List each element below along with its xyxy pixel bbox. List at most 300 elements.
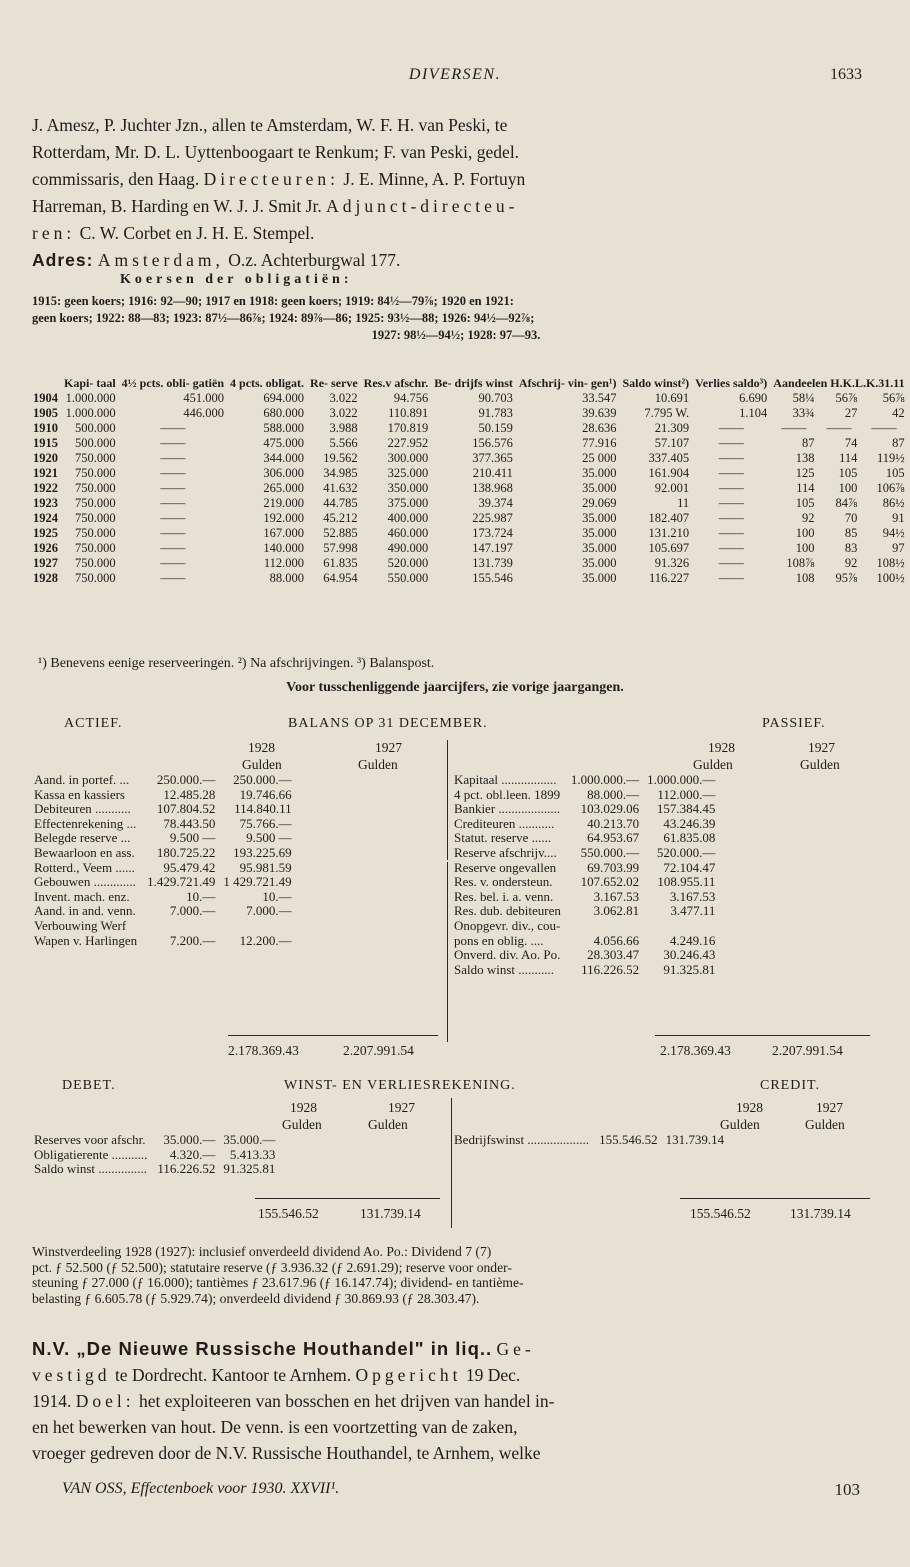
table-cell: —— [718,421,744,435]
table-cell: 182.407 [648,511,690,525]
table-cell: 155.546 [472,571,513,585]
table-cell: 131.210 [648,526,690,540]
table-cell: 105 [795,496,815,510]
value-cell: 116.226.52 [157,1161,216,1177]
table-row [450,890,719,905]
table-cell: 446.000 [183,406,225,420]
table-row [450,948,719,963]
col-header: Aandeelen H.K.L.K.31.11 [773,376,905,390]
row-label: Kassa en kassiers [34,786,125,802]
credit-heading: CREDIT. [760,1078,821,1093]
company-entry [32,1336,882,1466]
table-cell: 83 [844,541,858,555]
table-cell: 35.000 [582,466,617,480]
table-row [30,571,908,586]
winst-heading: WINST- EN VERLIESREKENING. [284,1078,516,1093]
table-cell: 750.000 [75,556,116,570]
table-cell: 3.022 [329,406,358,420]
table-row [30,466,908,481]
value-cell: 193.225.69 [233,844,292,860]
value-cell: 40.213.70 [587,815,640,831]
table-cell: 680.000 [263,406,305,420]
table-cell: 138 [795,451,815,465]
table-cell: 70 [844,511,858,525]
table-cell: 210.411 [472,466,513,480]
footer-page-number: 103 [834,1480,860,1499]
unit-label: Gulden [282,1117,322,1132]
table-cell: 110.891 [388,406,429,420]
table-cell: 1905 [33,406,58,420]
table-cell: 227.952 [387,436,429,450]
history-footnote: ¹) Benevens eenige reserveeringen. ²) Na afschrijvingen. ³) Balanspost. [38,656,435,671]
table-cell: —— [160,466,186,480]
row-label: Aand. in and. venn. [34,903,136,919]
table-cell: 475.000 [263,436,305,450]
value-cell: 1.000.000.— [647,772,716,787]
table-cell: 56⅞ [835,391,858,405]
table-row [30,1148,279,1163]
table-cell: 74 [844,436,858,450]
col-header: Afschrij- vin- gen¹) [518,376,617,390]
col-header: 4½ pcts. obli- gatiën [121,376,225,390]
value-cell: 72.104.47 [663,859,716,875]
balans-total: 2.207.991.54 [343,1043,414,1058]
table-cell: 94.756 [393,391,429,405]
table-cell: 344.000 [263,451,305,465]
table-row [450,861,719,876]
credit-table [450,1133,728,1148]
year-label: 1928 [708,740,735,755]
table-cell: 400.000 [387,511,429,525]
value-cell: 95.479.42 [163,859,216,875]
row-label: 4 pct. obl.leen. 1899 [454,786,561,802]
table-cell: 460.000 [387,526,429,540]
table-cell: 300.000 [387,451,429,465]
value-cell: 30.246.43 [663,947,716,963]
table-cell: 750.000 [75,541,116,555]
table-cell: 5.566 [329,436,358,450]
table-cell: —— [160,451,186,465]
value-cell: 4.056.66 [593,932,640,948]
page-number: 1633 [830,66,862,83]
value-cell [567,919,643,934]
table-cell: 105 [838,466,858,480]
table-cell: 92 [844,556,858,570]
unit-label: Gulden [805,1117,845,1132]
table-cell: 35.000 [582,481,617,495]
table-row [450,817,719,832]
table-cell: —— [160,556,186,570]
company-name: N.V. „De Nieuwe Russische Houthandel" in liq.. [32,1338,493,1359]
value-cell: 3.167.53 [669,888,716,904]
value-cell: 1 429.721.49 [223,874,292,890]
table-cell: —— [160,571,186,585]
year-label: 1927 [816,1100,843,1115]
value-cell: 35.000.— [163,1132,216,1147]
table-cell: 140.000 [263,541,305,555]
row-label: Aand. in portef. ... [34,772,130,787]
table-cell: 520.000 [387,556,429,570]
table-cell: 87 [802,436,815,450]
table-cell: 1922 [33,481,58,495]
table-row [450,788,719,803]
table-cell: 50.159 [478,421,513,435]
table-cell: 10.691 [654,391,690,405]
table-cell: 90.703 [478,391,513,405]
value-cell: 7.000.— [246,903,292,919]
table-cell: 35.000 [582,526,617,540]
table-cell: 25 000 [582,451,617,465]
table-cell: 112.000 [263,556,305,570]
value-cell: 114.840.11 [234,801,292,817]
address-line [32,247,880,274]
company-line: vroeger gedreven door de N.V. Russische Houthandel, te Arnhem, welke [32,1443,541,1463]
row-label: Onverd. div. Ao. Po. [454,947,561,963]
row-label: pons en oblig. .... [454,932,544,948]
value-cell: 10.— [186,888,216,904]
table-cell: 45.212 [323,511,358,525]
table-row [450,773,719,788]
value-cell: 9.500 — [169,830,216,846]
table-cell: 106⅞ [876,481,905,495]
table-cell: 64.954 [323,571,358,585]
table-cell: 116.227 [648,571,690,585]
table-row [30,511,908,526]
row-label: Rotterd., Veem ...... [34,859,135,875]
year-label: 1928 [736,1100,763,1115]
row-label: Wapen v. Harlingen [34,932,138,948]
value-cell: 520.000.— [656,844,716,860]
value-cell: 69.703.99 [587,859,640,875]
adres-label: Adres: [32,250,94,270]
value-cell: 180.725.22 [156,844,216,860]
row-label: Bedrijfswinst ................... [454,1132,590,1147]
balans-total: 2.207.991.54 [772,1043,843,1058]
table-cell: 97 [892,541,905,555]
value-cell: 12.200.— [239,932,292,948]
table-cell: 35.000 [582,556,617,570]
intro-line: Rotterdam, Mr. D. L. Uyttenboogaart te Renkum; F. van Peski, gedel. [32,142,520,162]
table-row [30,391,908,406]
table-cell: 108½ [876,556,905,570]
year-label: 1927 [808,740,835,755]
table-cell: 306.000 [263,466,305,480]
table-cell: —— [718,451,744,465]
year-label: 1928 [290,1100,317,1115]
col-header: Kapi- taal [64,376,116,390]
row-label: Onopgevr. div., cou- [454,917,561,933]
value-cell: 116.226.52 [581,961,640,977]
value-cell: 157.384.45 [656,801,716,817]
table-cell: 11 [677,496,690,510]
row-label: Belegde reserve ... [34,830,131,846]
table-cell: —— [718,511,744,525]
table-cell: 33¾ [792,406,815,420]
table-row [30,934,296,949]
table-row [30,406,908,421]
total-rule [228,1035,438,1036]
table-cell: 1928 [33,571,58,585]
table-row [30,919,296,934]
table-cell: 35.000 [582,511,617,525]
year-label: 1927 [375,740,402,755]
row-label: Statut. reserve ...... [454,830,552,846]
year-label: 1927 [388,1100,415,1115]
table-row [450,875,719,890]
table-cell: 6.690 [739,391,768,405]
row-label: Verbouwing Werf [34,917,127,933]
table-row [30,773,296,788]
table-cell: 92 [802,511,815,525]
adres-street: O.z. Achterburgwal 177. [228,250,401,270]
table-cell: 490.000 [387,541,429,555]
row-label: Saldo winst ........... [454,961,555,977]
table-cell: —— [160,541,186,555]
actief-table [30,773,296,948]
table-cell: 173.724 [472,526,513,540]
table-cell: 750.000 [75,466,116,480]
table-cell: 100½ [876,571,905,585]
value-cell: 35.000.— [223,1132,276,1147]
column-divider [451,1098,452,1228]
table-row [30,875,296,890]
value-cell: 64.953.67 [587,830,640,846]
table-cell: 192.000 [263,511,305,525]
value-cell: 7.200.— [169,932,216,948]
table-cell: 167.000 [263,526,305,540]
table-cell: 1924 [33,511,58,525]
table-cell: 33.547 [582,391,617,405]
value-cell: 19.746.66 [239,786,292,802]
history-table [30,376,908,586]
value-cell: 3.062.81 [593,903,640,919]
value-cell: 155.546.52 [599,1132,658,1147]
value-cell: 88.000.— [587,786,640,802]
table-cell: 1923 [33,496,58,510]
table-cell: —— [160,511,186,525]
table-cell: 337.405 [648,451,690,465]
table-row [450,934,719,949]
table-cell: 350.000 [387,481,429,495]
intro-line: Harreman, B. Harding en W. J. J. Smit Jr. Adjunct-directeu- [32,196,519,216]
table-cell: 1.104 [739,406,768,420]
value-cell: 1.429.721.49 [147,874,216,890]
table-cell: 114 [839,451,858,465]
adres-city: Amsterdam, [97,250,224,270]
table-row [30,451,908,466]
table-cell: 91.783 [478,406,513,420]
table-cell: 95⅞ [835,571,858,585]
table-cell: 21.309 [654,421,690,435]
value-cell: 12.485.28 [163,786,216,802]
table-cell: 1926 [33,541,58,555]
table-cell: 44.785 [323,496,358,510]
table-cell: 1920 [33,451,58,465]
table-cell: —— [160,436,186,450]
table-cell: 100 [795,526,815,540]
col-header: 4 pcts. obligat. [230,376,305,390]
table-row [30,846,296,861]
value-cell: 3.167.53 [593,888,640,904]
value-cell: 75.766.— [239,815,292,831]
balans-heading: BALANS OP 31 DECEMBER. [288,716,488,731]
row-label: Res. bel. i. a. venn. [454,888,554,904]
table-cell: 94½ [882,526,905,540]
value-cell: 7.000.— [169,903,216,919]
directeuren-label: Directeuren: [203,169,340,189]
table-row [30,802,296,817]
table-row [30,1133,279,1148]
unit-label: Gulden [800,757,840,772]
table-cell: 27 [844,406,858,420]
unit-label: Gulden [693,757,733,772]
table-row [30,788,296,803]
col-header: Verlies saldo³) [695,376,768,390]
total-rule [655,1035,870,1036]
table-row [30,904,296,919]
winst-total: 155.546.52 [258,1206,319,1221]
table-row [30,541,908,556]
table-cell: 1910 [33,421,58,435]
table-cell: 750.000 [75,496,116,510]
actief-heading: ACTIEF. [64,716,123,731]
table-cell: 88.000 [269,571,305,585]
table-cell: 52.885 [323,526,358,540]
value-cell: 91.325.81 [663,961,716,977]
table-row [450,831,719,846]
table-cell: —— [718,466,744,480]
table-cell: 119½ [876,451,905,465]
value-cell [643,919,719,934]
row-label: Res. v. ondersteun. [454,874,553,890]
table-cell: 1904 [33,391,58,405]
table-cell: 219.000 [263,496,305,510]
debet-heading: DEBET. [62,1078,116,1093]
table-cell: 170.819 [387,421,429,435]
table-row [30,526,908,541]
table-cell: 1.000.000 [65,391,116,405]
value-cell: 4.320.— [169,1146,216,1162]
row-label: Reserves voor afschr. [34,1132,146,1147]
value-cell: 112.000.— [657,786,716,802]
table-cell: 77.916 [582,436,617,450]
table-row [450,802,719,817]
row-label: Obligatierente ........... [34,1146,148,1162]
table-cell: 57.107 [654,436,690,450]
row-label: Reserve ongevallen [454,859,557,875]
col-header: Saldo winst²) [622,376,690,390]
table-cell: —— [718,556,744,570]
table-cell: 225.987 [472,511,513,525]
table-cell: 1925 [33,526,58,540]
row-label: Gebouwen ............. [34,874,136,890]
table-row [30,817,296,832]
value-cell: 10.— [262,888,292,904]
value-cell: 1.000.000.— [570,772,640,787]
table-cell: 125 [795,466,815,480]
value-cell: 107.652.02 [580,874,640,890]
value-cell: 28.303.47 [587,947,640,963]
passief-table [450,773,719,977]
table-row [30,1162,279,1177]
table-cell: 161.904 [648,466,690,480]
koersen-text: 1915: geen koers; 1916: 92—90; 1917 en 1918: geen koers; 1919: 84½—79⅞; 1920 en 1921: geen koers; 1922: 88—83; 1923: 87½—86⅞; 1924: 89⅞—86; 1925: 93½—88; 1926: 94½—92⅞; 1927: 98½—94½; 1928: 97—93. [32,294,541,342]
footer-source: VAN OSS, Effectenboek voor 1930. XXVII¹. [62,1480,340,1497]
table-cell: 1927 [33,556,58,570]
value-cell: 43.246.39 [663,815,716,831]
table-cell: 28.636 [582,421,617,435]
value-cell: 3.477.11 [670,903,716,919]
table-cell: 1915 [33,436,58,450]
table-cell: 39.374 [478,496,513,510]
table-cell: 550.000 [387,571,429,585]
column-divider [447,740,448,860]
table-row [30,421,908,436]
col-header: Re- serve [310,376,358,390]
table-cell: 451.000 [183,391,225,405]
table-cell: 588.000 [263,421,305,435]
table-cell: 87 [892,436,905,450]
table-cell: 500.000 [75,421,116,435]
value-cell: 91.325.81 [223,1161,276,1177]
table-row [30,496,908,511]
debet-table [30,1133,279,1177]
table-cell: —— [160,526,186,540]
value-cell: 131.739.14 [665,1132,725,1147]
table-cell: 1921 [33,466,58,480]
table-cell: 34.985 [323,466,358,480]
table-row [30,890,296,905]
table-cell: 500.000 [75,436,116,450]
value-cell: 103.029.06 [580,801,640,817]
table-row [450,846,719,861]
table-cell: 35.000 [582,541,617,555]
winst-total: 131.739.14 [790,1206,851,1221]
row-label: Bewaarloon en ass. [34,844,135,860]
value-cell: 78.443.50 [163,815,216,831]
row-label: Effectenrekening ... [34,815,137,831]
value-cell: 9.500 — [246,830,292,846]
value-cell: 250.000.— [156,772,216,787]
table-cell: 91 [892,511,905,525]
table-cell: —— [718,571,744,585]
table-cell: 750.000 [75,571,116,585]
table-cell: 105.697 [648,541,690,555]
table-cell: 84⅞ [835,496,858,510]
table-cell: 58¼ [792,391,815,405]
table-cell: 39.639 [582,406,617,420]
row-label: Kapitaal ................. [454,772,557,787]
table-cell: 114 [796,481,815,495]
table-cell: 131.739 [472,556,513,570]
table-cell: 56⅞ [882,391,905,405]
winstverdeeling-text: Winstverdeeling 1928 (1927): inclusief onverdeeld dividend Ao. Po.: Dividend 7 (7) pct. ƒ 52.500 (ƒ 52.500); statutaire reserve (ƒ 3.936.32 (ƒ 2.691.29); reserve voor onder- steuning ƒ 27.000 (ƒ 16.000); tantièmes ƒ 23.617.96 (ƒ 16.147.74); dividend- en tantième- belasting ƒ 6.605.78 (ƒ 5.929.74); onverdeeld dividend ƒ 30.869.93 (ƒ 28.303.47). [32,1244,524,1306]
col-header: Res.v afschr. [363,376,429,390]
row-label: Reserve afschrijv.... [454,844,557,860]
total-rule [255,1198,440,1199]
koersen-heading: Koersen der obligatiën: [120,272,353,287]
table-cell: —— [718,436,744,450]
running-title: DIVERSEN. [408,66,502,83]
table-cell: 29.069 [582,496,617,510]
table-cell: —— [160,496,186,510]
value-cell: 107.804.52 [156,801,216,817]
table-cell: 92.001 [654,481,690,495]
table-row [30,861,296,876]
column-divider [447,862,448,1042]
table-row [30,436,908,451]
company-line: vestigd te Dordrecht. Kantoor te Arnhem. Opgericht 19 Dec. [32,1365,521,1385]
